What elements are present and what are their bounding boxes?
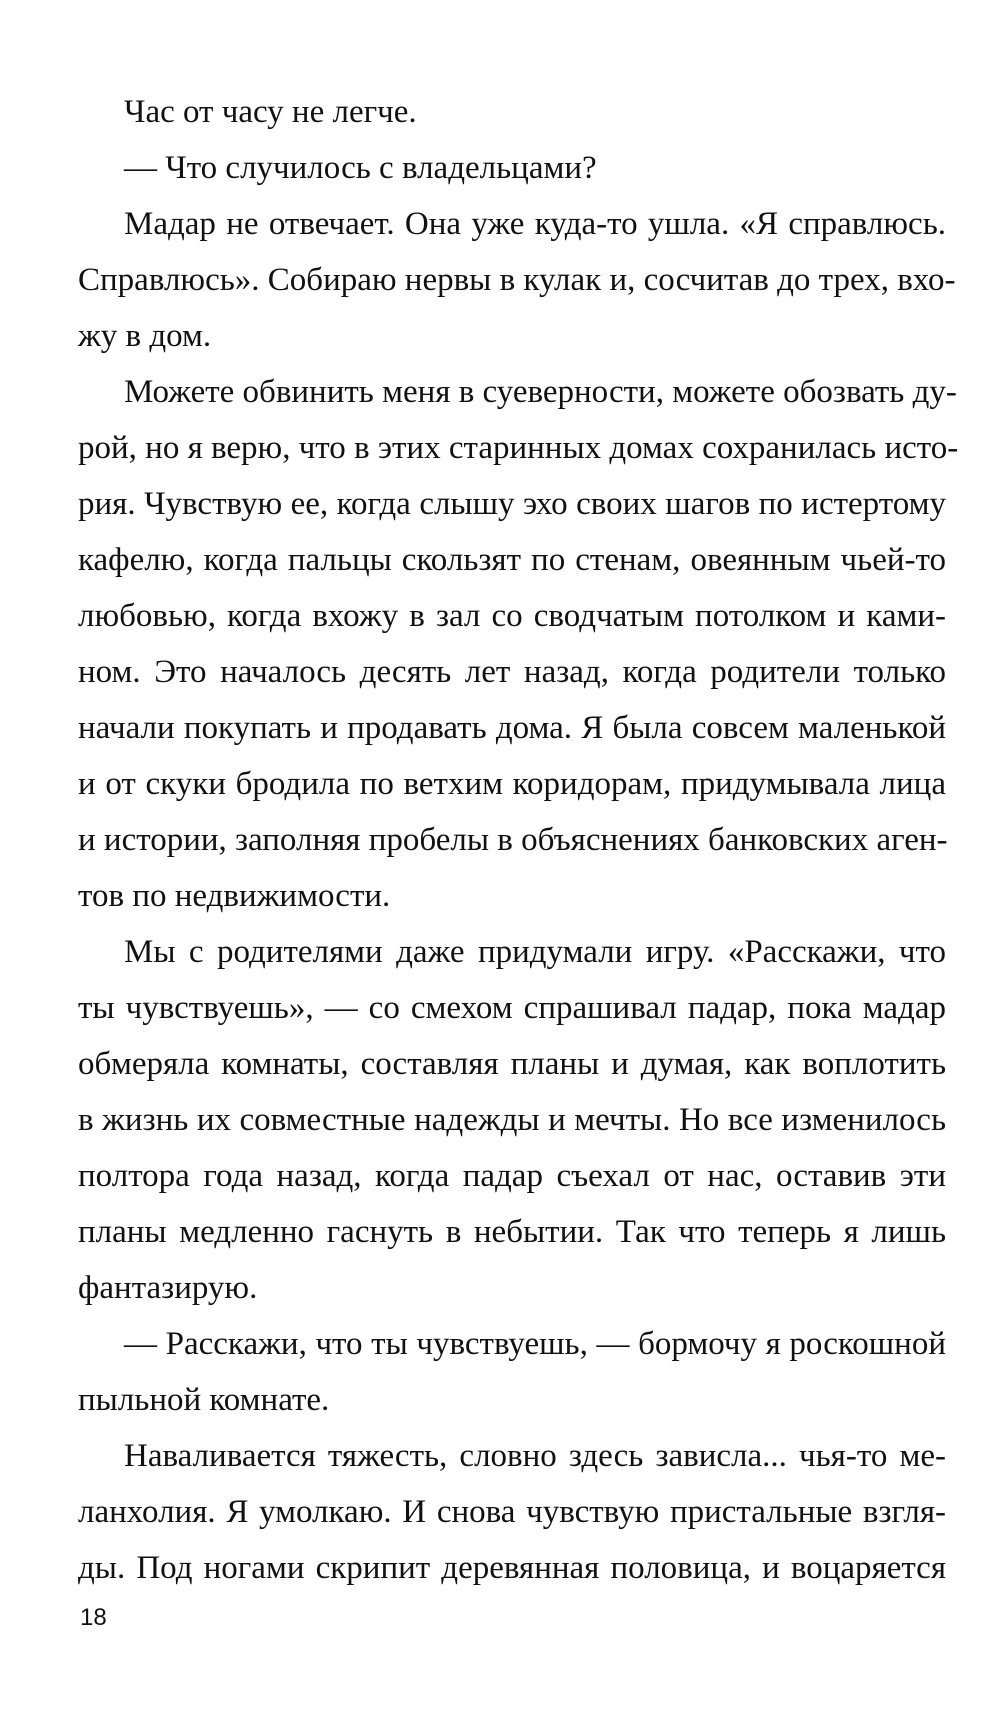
text-line: полтора года назад, когда падар съехал от нас, оставив эти <box>78 1158 946 1194</box>
paragraph <box>78 924 946 1316</box>
text-line: кафелю, когда пальцы скользят по стенам, овеянным чьей-то <box>78 542 946 578</box>
text-line: — Что случилось с владельцами? <box>124 150 597 186</box>
text-line: обмеряла комнаты, составляя планы и думая, как воплотить <box>78 1046 946 1082</box>
paragraph <box>78 364 959 924</box>
text-line: Мадар не отвечает. Она уже куда-то ушла. «Я справлюсь. <box>124 206 946 242</box>
text-line: ланхолия. Я умолкаю. И снова чувствую пристальные взгля- <box>78 1494 946 1530</box>
text-line: ды. Под ногами скрипит деревянная половица, и воцаряется <box>78 1550 946 1586</box>
paragraph <box>78 84 946 140</box>
text-line: тов по недвижимости. <box>78 878 391 914</box>
paragraph <box>78 1316 946 1428</box>
text-line: планы медленно гаснуть в небытии. Так что теперь я лишь <box>78 1214 946 1250</box>
paragraph <box>78 1428 946 1596</box>
page-body <box>78 84 959 1596</box>
text-line: — Расскажи, что ты чувствуешь, — бормочу я роскошной <box>124 1326 946 1362</box>
text-line: ном. Это началось десять лет назад, когда родители только <box>78 654 946 690</box>
text-line: пыльной комнате. <box>78 1382 330 1418</box>
text-line: Наваливается тяжесть, словно здесь зависла... чья-то ме- <box>124 1438 946 1474</box>
text-line: рой, но я верю, что в этих старинных домах сохранилась исто- <box>78 430 959 466</box>
text-line: ты чувствуешь», — со смехом спрашивал падар, пока мадар <box>78 990 946 1026</box>
text-line: фантазирую. <box>78 1270 258 1306</box>
page-number: 18 <box>80 1604 107 1631</box>
paragraph <box>78 140 946 196</box>
text-line: Мы с родителями даже придумали игру. «Расскажи, что <box>124 934 946 970</box>
text-line: Час от часу не легче. <box>124 94 417 130</box>
text-line: в жизнь их совместные надежды и мечты. Но все изменилось <box>78 1102 946 1138</box>
text-line: жу в дом. <box>78 318 212 354</box>
text-line: рия. Чувствую ее, когда слышу эхо своих шагов по истертому <box>78 486 946 522</box>
text-line: Можете обвинить меня в суеверности, можете обозвать ду- <box>124 374 957 410</box>
text-line: любовью, когда вхожу в зал со сводчатым потолком и ками- <box>78 598 946 634</box>
text-line: начали покупать и продавать дома. Я была совсем маленькой <box>78 710 946 746</box>
text-line: Справлюсь». Собираю нервы в кулак и, сосчитав до трех, вхо- <box>78 262 956 298</box>
text-line: и от скуки бродила по ветхим коридорам, придумывала лица <box>78 766 946 802</box>
paragraph <box>78 196 956 364</box>
text-line: и истории, заполняя пробелы в объяснениях банковских аген- <box>78 822 948 858</box>
